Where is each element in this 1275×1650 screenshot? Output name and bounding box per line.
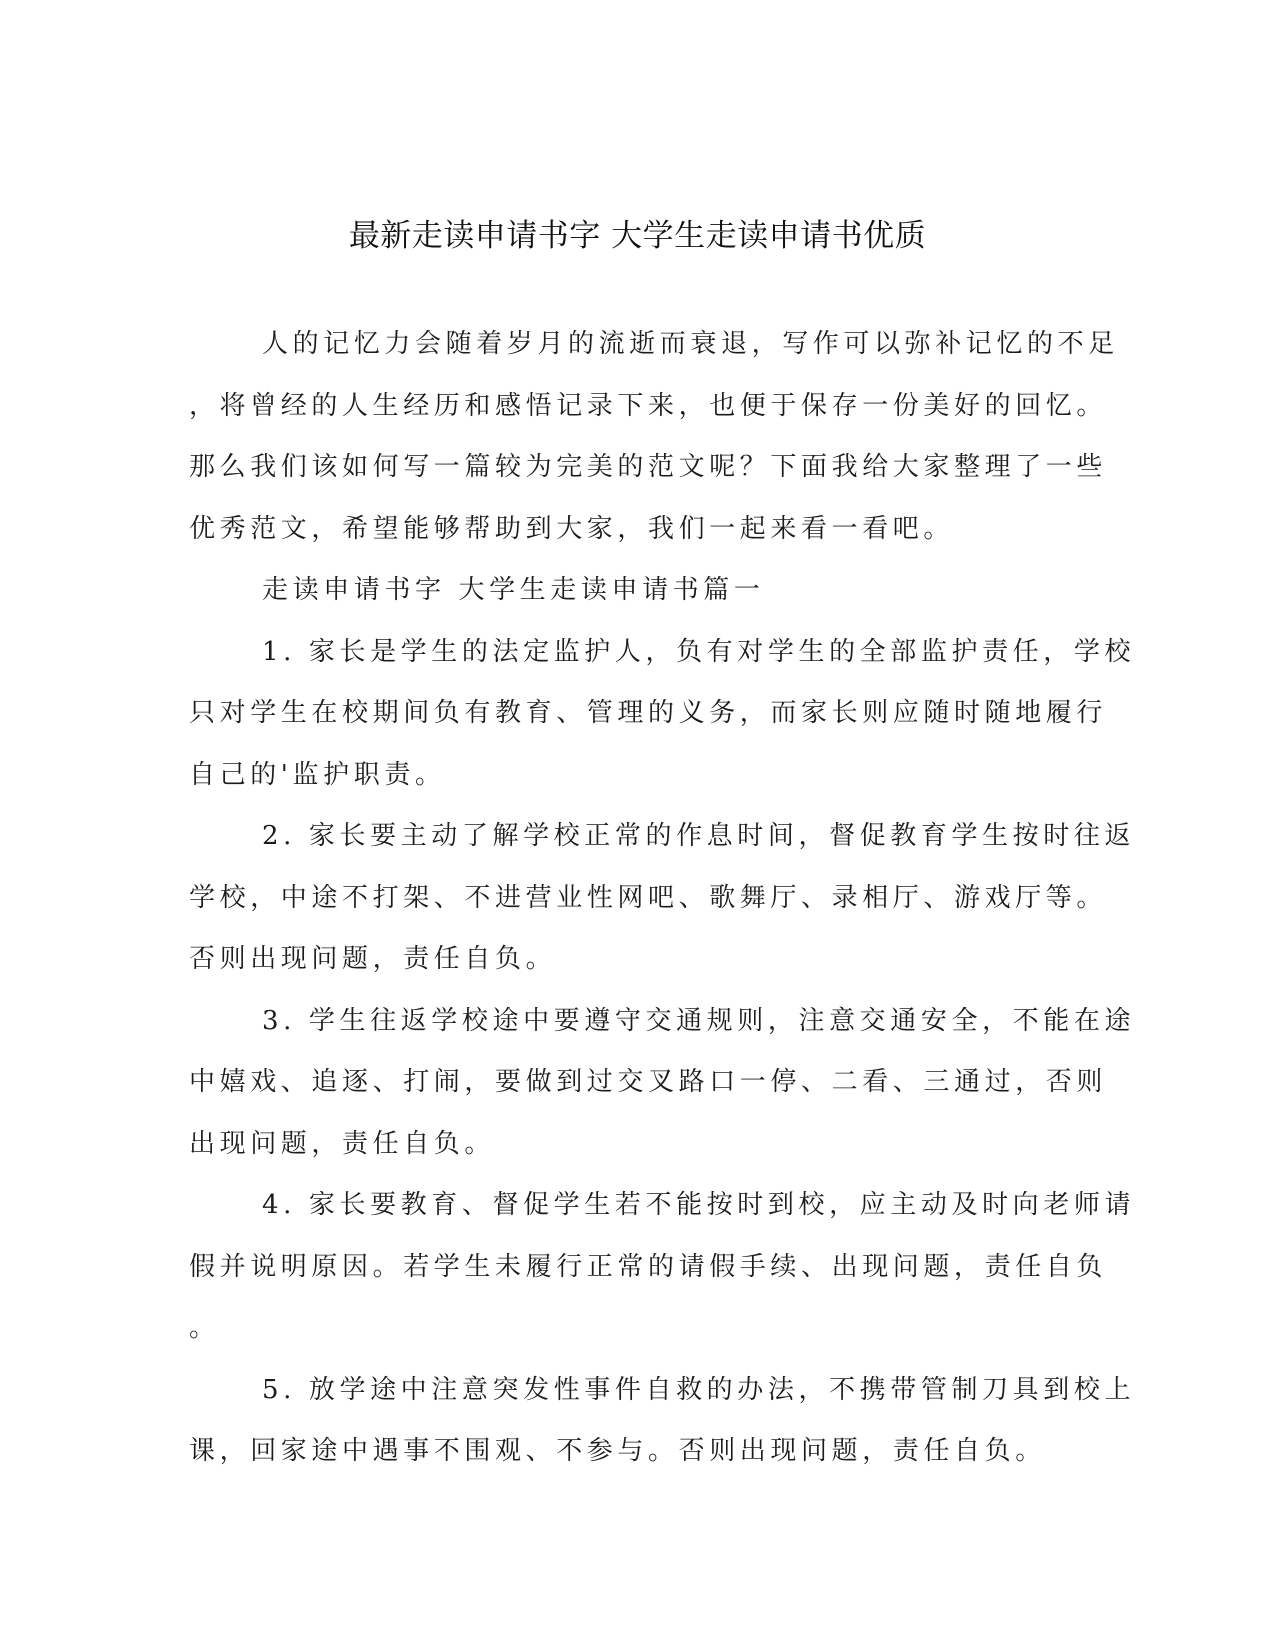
- document-title: 最新走读申请书字 大学生走读申请书优质: [348, 218, 927, 254]
- item-3-line-3: 出现问题，责任自负。: [189, 1128, 496, 1159]
- item-2-line-1: 2. 家长要主动了解学校正常的作息时间，督促教育学生按时往返: [262, 821, 1136, 851]
- intro-line-2: ，将曾经的人生经历和感悟记录下来，也便于保存一份美好的回忆。: [189, 390, 1108, 421]
- item-1-line-1: 1. 家长是学生的法定监护人，负有对学生的全部监护责任，学校: [262, 636, 1136, 667]
- intro-line-3: 那么我们该如何写一篇较为完美的范文呢？下面我给大家整理了一些: [189, 452, 1108, 482]
- section-heading: 走读申请书字 大学生走读申请书篇一: [262, 575, 765, 605]
- item-2-line-2: 学校，中途不打架、不进营业性网吧、歌舞厅、录相厅、游戏厅等。: [189, 882, 1108, 913]
- item-4-line-2: 假并说明原因。若学生未履行正常的请假手续、出现问题，责任自负: [189, 1251, 1108, 1282]
- intro-line-1: 人的记忆力会随着岁月的流逝而衰退，写作可以弥补记忆的不足: [262, 329, 1119, 359]
- item-1-line-2: 只对学生在校期间负有教育、管理的义务，而家长则应随时随地履行: [189, 698, 1108, 728]
- item-5-line-1: 5. 放学途中注意突发性事件自救的办法，不携带管制刀具到校上: [262, 1374, 1136, 1405]
- intro-line-4: 优秀范文，希望能够帮助到大家，我们一起来看一看吧。: [189, 513, 955, 544]
- document-body: [189, 324, 1136, 1493]
- item-1-line-3: 自己的'监护职责。: [189, 759, 446, 790]
- item-4-line-1: 4. 家长要教育、督促学生若不能按时到校，应主动及时向老师请: [262, 1190, 1136, 1220]
- item-4-line-3: 。: [189, 1313, 220, 1343]
- item-3-line-2: 中嬉戏、追逐、打闹，要做到过交叉路口一停、二看、三通过，否则: [189, 1067, 1108, 1097]
- item-2-line-3: 否则出现问题，责任自负。: [189, 944, 557, 974]
- item-5-line-2: 课，回家途中遇事不围观、不参与。否则出现问题，责任自负。: [189, 1436, 1046, 1466]
- item-3-line-1: 3. 学生往返学校途中要遵守交通规则，注意交通安全，不能在途: [262, 1005, 1136, 1036]
